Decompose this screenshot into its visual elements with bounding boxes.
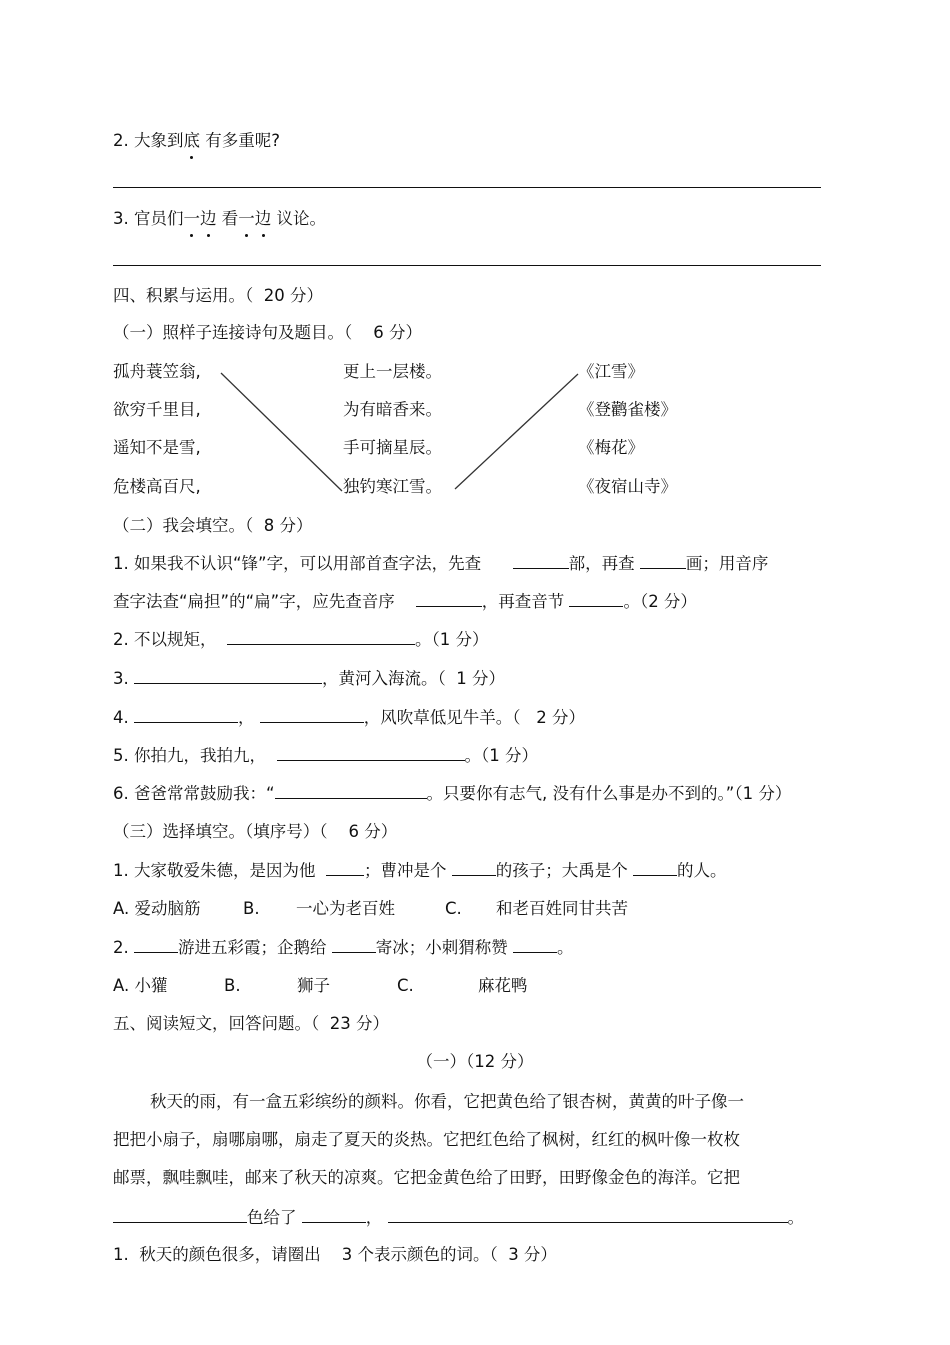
paragraph-line-2: 把把小扇子，扇哪扇哪，扇走了夏天的炎热。它把红色给了枫树，红红的枫叶像一枚枚 — [113, 1130, 740, 1149]
part-1-title: （一）照样子连接诗句及题目。（ 6 分） — [113, 323, 422, 342]
blank[interactable] — [113, 1208, 247, 1223]
choice-q2-option-c-label: C. — [397, 976, 414, 995]
paragraph-line-4: 色给了 ， 。 — [113, 1207, 804, 1229]
poem-a-1: 孤舟蓑笠翁, — [113, 362, 201, 381]
blank[interactable] — [332, 938, 376, 953]
blank[interactable] — [633, 861, 677, 876]
poem-title-1: 《江雪》 — [578, 362, 644, 381]
emphasis-dot-char: 边 — [200, 209, 217, 228]
part-2-title: （二）我会填空。（ 8 分） — [113, 516, 313, 535]
blank[interactable] — [326, 861, 364, 876]
poem-title-4: 《夜宿山寺》 — [578, 477, 677, 496]
choice-q1-option-a: A. 爱动脑筋 — [113, 899, 201, 918]
emphasis-dot-char: 一 — [238, 209, 255, 228]
choice-q2: 2. 游进五彩霞；企鹅给 寄冰；小刺猬称赞 。 — [113, 938, 574, 957]
blank[interactable] — [302, 1208, 366, 1223]
choice-q1-option-b-label: B. — [243, 899, 260, 918]
emphasis-dot-char: 边 — [254, 209, 272, 228]
emphasis-dot-char: 一 — [183, 209, 200, 228]
choice-q2-option-a: A. 小獾 — [113, 976, 168, 995]
poem-b-1: 更上一层楼。 — [343, 362, 442, 381]
poem-b-3: 手可摘星辰。 — [343, 438, 442, 457]
fill-q1-line2: 查字法查“扁担”的“扁”字，应先查音序 ，再查音节 。（2 分） — [113, 592, 697, 611]
part-3-title: （三）选择填空。（填序号）（ 6 分） — [113, 822, 398, 841]
blank[interactable] — [416, 592, 482, 607]
blank[interactable] — [227, 630, 415, 645]
section-5-title: 五、阅读短文，回答问题。（ 23 分） — [113, 1014, 389, 1033]
choice-q2-option-b-label: B. — [224, 976, 241, 995]
choice-q1-option-c: 和老百姓同甘共苦 — [496, 899, 628, 918]
sentence-2: 2. 大象到底 有多重呢? — [113, 131, 281, 150]
blank[interactable] — [452, 861, 496, 876]
fill-q3: 3. ，黄河入海流。（ 1 分） — [113, 669, 505, 688]
poem-a-4: 危楼高百尺, — [113, 477, 201, 496]
blank[interactable] — [134, 708, 238, 723]
blank[interactable] — [260, 708, 364, 723]
fill-q6: 6. 爸爸常常鼓励我：“ 。只要你有志气, 没有什么事是办不到的。”（1 分） — [113, 784, 792, 803]
choice-q2-option-b: 狮子 — [297, 976, 330, 995]
reading-part-1-title: （一）（12 分） — [416, 1052, 534, 1071]
reading-q1: 1. 秋天的颜色很多，请圈出 3 个表示颜色的词。（ 3 分） — [113, 1245, 557, 1264]
blank[interactable] — [640, 554, 686, 569]
blank[interactable] — [134, 669, 322, 684]
blank[interactable] — [513, 554, 569, 569]
emphasis-dot-char: 底 — [183, 131, 200, 150]
choice-q1-option-b: 一心为老百姓 — [296, 899, 395, 918]
blank[interactable] — [275, 784, 427, 799]
blank[interactable] — [569, 592, 623, 607]
fill-q1-line1: 1. 如果我不认识“锋”字，可以用部首查字法，先查 部，再查 画；用音序 — [113, 554, 769, 573]
connector-line-2 — [455, 374, 578, 489]
blank[interactable] — [134, 938, 178, 953]
fill-q2: 2. 不以规矩， 。（1 分） — [113, 630, 489, 649]
fill-q5: 5. 你拍九，我拍九， 。（1 分） — [113, 746, 538, 765]
poem-b-4: 独钓寒江雪。 — [343, 477, 442, 496]
paragraph-line-3: 邮票，飘哇飘哇，邮来了秋天的凉爽。它把金黄色给了田野，田野像金色的海洋。它把 — [113, 1168, 740, 1187]
blank[interactable] — [388, 1208, 788, 1223]
blank[interactable] — [513, 938, 557, 953]
blank[interactable] — [277, 746, 465, 761]
connector-line-1 — [221, 373, 342, 491]
fill-q4: 4. ， ，风吹草低见牛羊。（ 2 分） — [113, 708, 585, 727]
choice-q2-option-c: 麻花鸭 — [478, 976, 528, 995]
choice-q1-option-c-label: C. — [445, 899, 462, 918]
section-4-title: 四、积累与运用。（ 20 分） — [113, 286, 323, 305]
paragraph-line-1: 秋天的雨，有一盒五彩缤纷的颜料。你看，它把黄色给了银杏树，黄黄的叶子像一 — [150, 1092, 744, 1111]
poem-a-2: 欲穷千里目, — [113, 400, 201, 419]
poem-a-3: 遥知不是雪, — [113, 438, 201, 457]
poem-b-2: 为有暗香来。 — [343, 400, 442, 419]
poem-title-2: 《登鹳雀楼》 — [578, 400, 677, 419]
choice-q1: 1. 大家敬爱朱德，是因为他 ；曹冲是个 的孩子；大禹是个 的人。 — [113, 861, 727, 880]
poem-title-3: 《梅花》 — [578, 438, 644, 457]
sentence-3: 3. 官员们一边 看一边 议论。 — [113, 209, 326, 228]
